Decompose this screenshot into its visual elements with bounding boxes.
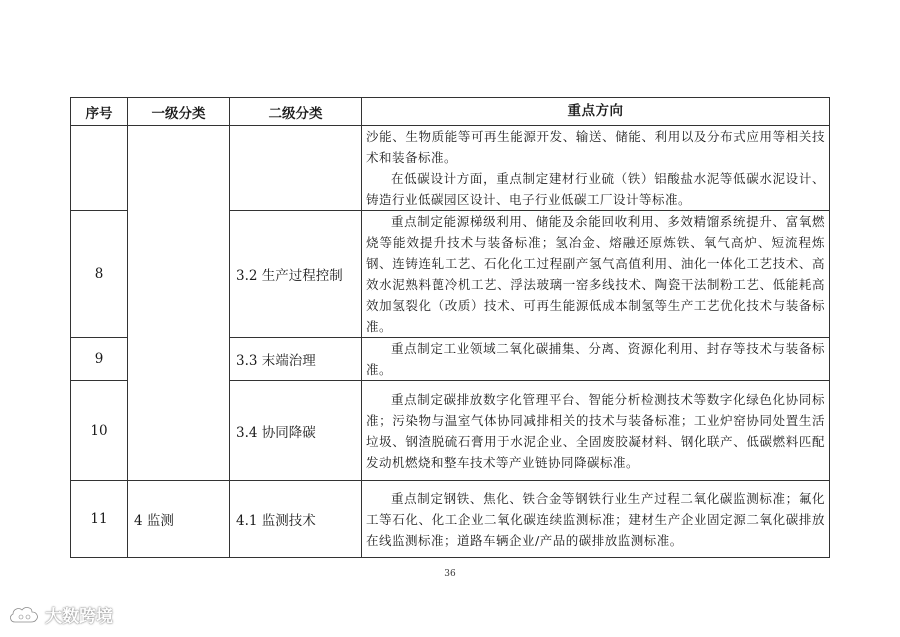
page-number: 36 xyxy=(444,569,456,579)
header-seq: 序号 xyxy=(71,98,128,126)
cell-level2: 3.3 末端治理 xyxy=(230,338,362,381)
cell-focus xyxy=(362,211,830,338)
cell-level2: 3.2 生产过程控制 xyxy=(230,211,362,338)
cell-focus xyxy=(362,338,830,381)
standards-table xyxy=(70,97,830,558)
table-header-row xyxy=(71,98,830,126)
cell-seq: 11 xyxy=(71,481,128,558)
cell-seq: 10 xyxy=(71,381,128,481)
focus-paragraph: 重点制定工业领域二氧化碳捕集、分离、资源化利用、封存等技术与装备标准。 xyxy=(366,341,825,377)
cell-level1: 4 监测 xyxy=(128,481,230,558)
focus-paragraph: 沙能、生物质能等可再生能源开发、输送、储能、利用以及分布式应用等相关技术和装备标准。 xyxy=(366,129,825,165)
watermark-text: 大数跨境 xyxy=(45,607,113,627)
focus-paragraph: 在低碳设计方面，重点制定建材行业硫（铁）铝酸盐水泥等低碳水泥设计、铸造行业低碳园区设计、电子行业低碳工厂设计等标准。 xyxy=(366,171,825,207)
focus-paragraph: 重点制定钢铁、焦化、铁合金等钢铁行业生产过程二氧化碳监测标准；氟化工等石化、化工企业二氧化碳连续监测标准；建材生产企业固定源二氧化碳排放在线监测标准；道路车辆企业/产品的碳排放监测标准。 xyxy=(366,490,825,548)
cell-level2: 3.4 协同降碳 xyxy=(230,381,362,481)
focus-paragraph: 重点制定碳排放数字化管理平台、智能分析检测技术等数字化绿色化协同标准；污染物与温室气体协同减排相关的技术与装备标准；工业炉窑协同处置生活垃圾、钢渣脱硫石膏用于水泥企业、全固废胶凝材料、钢化联产、低碳燃料匹配发动机燃烧和整车技术等产业链协同降碳标准。 xyxy=(366,391,825,470)
cell-level2 xyxy=(230,126,362,211)
focus-paragraph: 重点制定能源梯级利用、储能及余能回收利用、多效精馏系统提升、富氧燃烧等能效提升技术与装备标准；氢冶金、熔融还原炼铁、氧气高炉、短流程炼钢、连铸连轧工艺、石化化工过程副产氢气高值利用、油化一体化工艺技术、高效水泥熟料蓖冷机工艺、浮法玻璃一窑多线技术、陶瓷干法制粉工艺、低能耗高效加氢裂化（改质）技术、可再生能源低成本制氢等生产工艺优化技术与装备标准。 xyxy=(366,214,825,334)
cell-seq: 8 xyxy=(71,211,128,338)
header-focus: 重点方向 xyxy=(362,98,830,126)
table-row xyxy=(71,126,830,211)
cell-focus xyxy=(362,481,830,558)
header-level1: 一级分类 xyxy=(128,98,230,126)
cell-seq xyxy=(71,126,128,211)
watermark xyxy=(8,602,113,627)
cell-seq: 9 xyxy=(71,338,128,381)
cell-focus xyxy=(362,381,830,481)
cell-level2: 4.1 监测技术 xyxy=(230,481,362,558)
cell-focus xyxy=(362,126,830,211)
cloud-logo-icon xyxy=(8,604,40,626)
cell-level1 xyxy=(128,126,230,481)
header-level2: 二级分类 xyxy=(230,98,362,126)
table-row xyxy=(71,481,830,558)
